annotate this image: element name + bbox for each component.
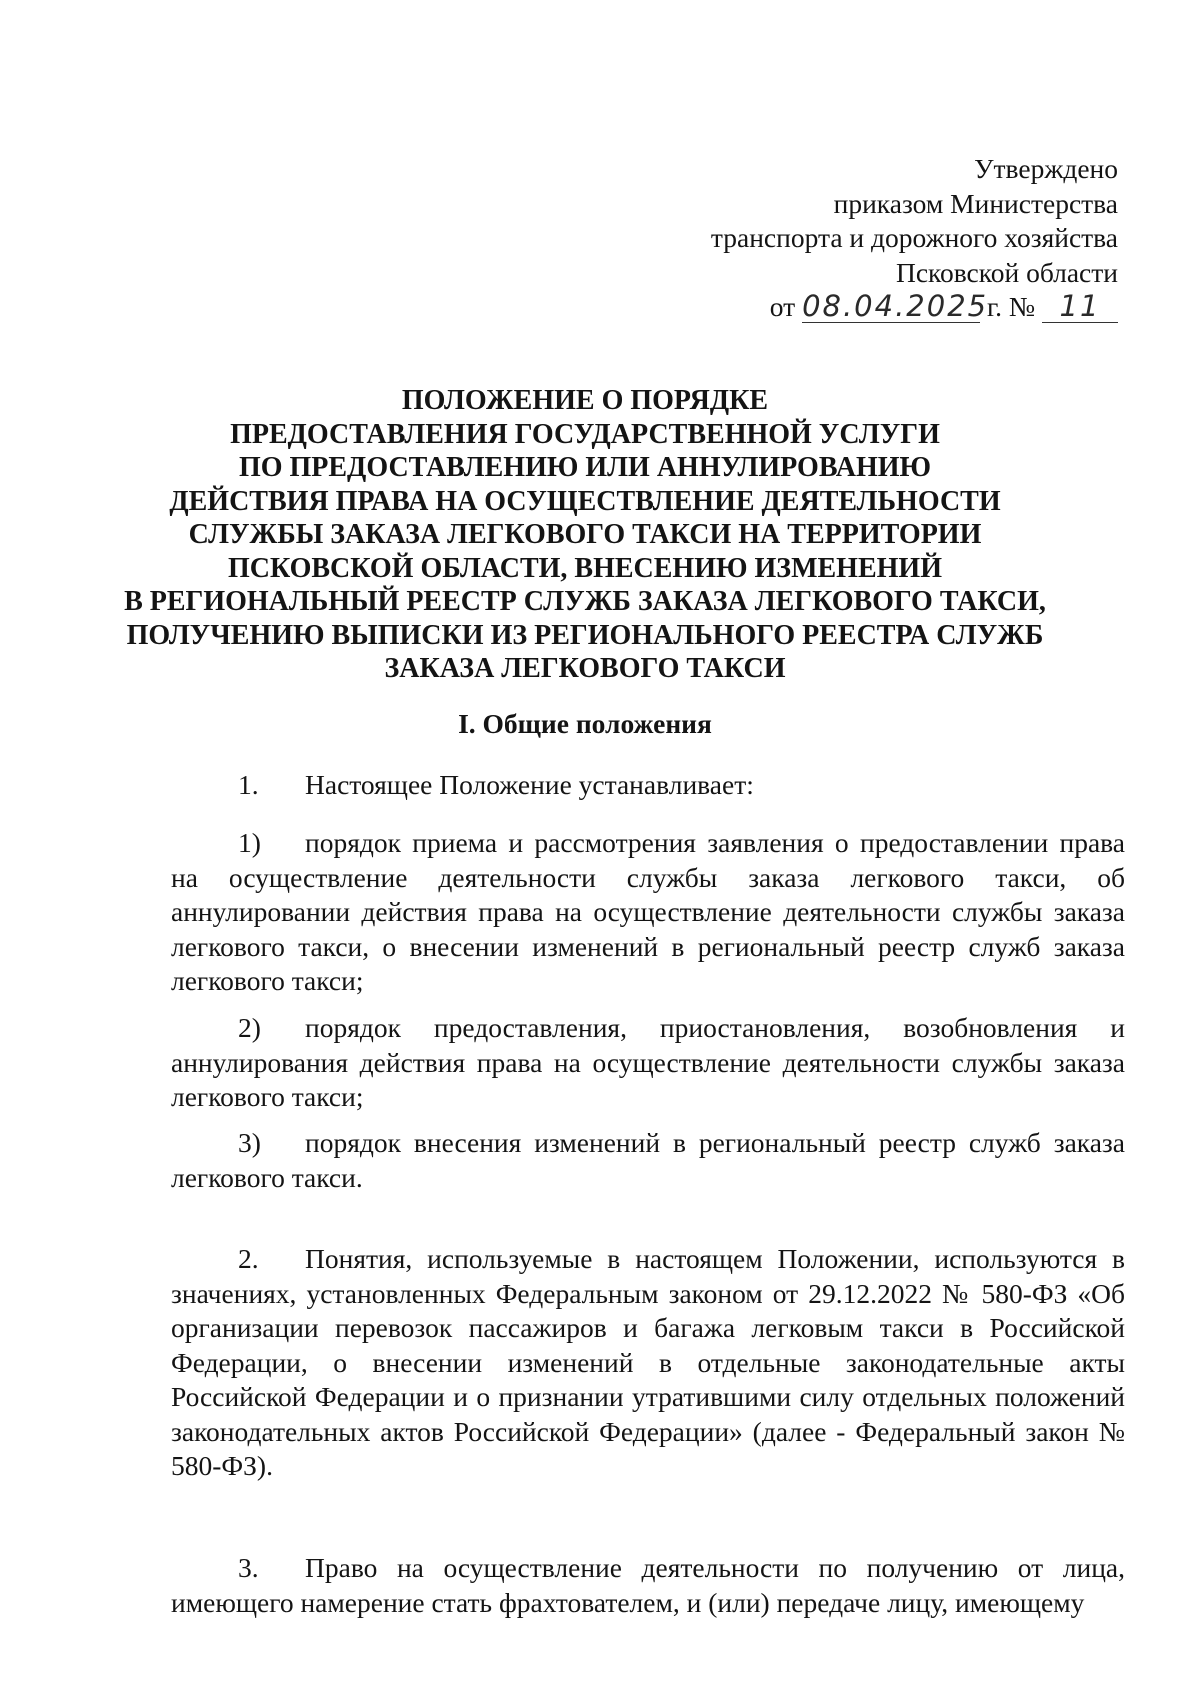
approval-line-approved: Утверждено xyxy=(974,153,1118,184)
approval-date-line xyxy=(711,290,1118,325)
title-line: ПО ПРЕДОСТАВЛЕНИЮ ИЛИ АННУЛИРОВАНИЮ xyxy=(238,452,932,483)
approval-block xyxy=(711,152,1118,325)
title-line: ЗАКАЗА ЛЕГКОВОГО ТАКСИ xyxy=(384,653,786,684)
handwritten-date: 08.04.2025 xyxy=(802,289,989,323)
approval-line-order: приказом Министерства xyxy=(833,187,1118,219)
paragraph-text: порядок предоставления, приостановления, возобновления и аннулирования действия права на осуществление деятельности службы заказа легкового такси; xyxy=(171,1012,1125,1112)
number-label: № xyxy=(1008,291,1036,322)
paragraph-number: 3. xyxy=(238,1552,259,1583)
section-heading: I. Общие положения xyxy=(458,708,712,739)
title-line: ПСКОВСКОЙ ОБЛАСТИ, ВНЕСЕНИЮ ИЗМЕНЕНИЙ xyxy=(228,552,942,584)
paragraph-number: 1) xyxy=(238,827,261,858)
document-title xyxy=(120,384,1050,686)
handwritten-number: 11 xyxy=(1059,289,1101,323)
paragraph-number: 2. xyxy=(238,1243,259,1274)
number-field xyxy=(1042,291,1118,323)
title-line: ПОЛОЖЕНИЕ О ПОРЯДКЕ xyxy=(401,385,769,416)
date-prefix: от xyxy=(769,291,796,322)
approval-line-region: Псковской области xyxy=(895,256,1118,288)
title-line: ДЕЙСТВИЯ ПРАВА НА ОСУЩЕСТВЛЕНИЕ ДЕЯТЕЛЬНОСТИ xyxy=(169,485,1001,517)
paragraph-text: Понятия, используемые в настоящем Положении, используются в значениях, установленных Федеральным законом от 29.12.2022 № 580-ФЗ «Об организации перевозок пассажиров и багажа легковым такси в Российской Федерации, о внесении изменений в отдельные законодательные акты Российской Федерации и о признании утратившими силу отдельных положений законодательных актов Российской Федерации» (далее - Федеральный закон № 580-ФЗ). xyxy=(171,1243,1125,1481)
title-line: ПРЕДОСТАВЛЕНИЯ ГОСУДАРСТВЕННОЙ УСЛУГИ xyxy=(230,418,940,450)
title-line: ПОЛУЧЕНИЮ ВЫПИСКИ ИЗ РЕГИОНАЛЬНОГО РЕЕСТРА СЛУЖБ xyxy=(126,619,1044,651)
paragraph-text: порядок внесения изменений в региональный реестр служб заказа легкового такси. xyxy=(171,1127,1125,1193)
paragraph-text: Право на осуществление деятельности по получению от лица, имеющего намерение стать фрахтователем, и (или) передаче лицу, имеющему xyxy=(171,1552,1125,1618)
date-field xyxy=(802,289,989,323)
year-suffix: г. xyxy=(986,291,1002,322)
subparagraph-3 xyxy=(171,1126,1125,1195)
subparagraph-1 xyxy=(171,826,1125,999)
paragraph-text: порядок приема и рассмотрения заявления о предоставлении права на осуществление деятельности службы заказа легкового такси, об аннулировании действия права на осуществление деятельности службы заказа легкового такси, о внесении изменений в региональный реестр служб заказа легкового такси; xyxy=(171,827,1125,996)
paragraph-text: Настоящее Положение устанавливает: xyxy=(305,769,754,800)
paragraph-number: 1. xyxy=(238,769,259,800)
approval-line-ministry: транспорта и дорожного хозяйства xyxy=(710,222,1118,253)
paragraph-number: 2) xyxy=(238,1012,261,1043)
title-line: В РЕГИОНАЛЬНЫЙ РЕЕСТР СЛУЖБ ЗАКАЗА ЛЕГКОВОГО ТАКСИ, xyxy=(124,586,1046,617)
paragraph-1 xyxy=(171,768,1125,803)
paragraph-number: 3) xyxy=(238,1127,261,1158)
subparagraph-2 xyxy=(171,1011,1125,1115)
title-line: СЛУЖБЫ ЗАКАЗА ЛЕГКОВОГО ТАКСИ НА ТЕРРИТОРИИ xyxy=(188,519,982,550)
paragraph-3 xyxy=(171,1551,1125,1620)
paragraph-2 xyxy=(171,1242,1125,1484)
